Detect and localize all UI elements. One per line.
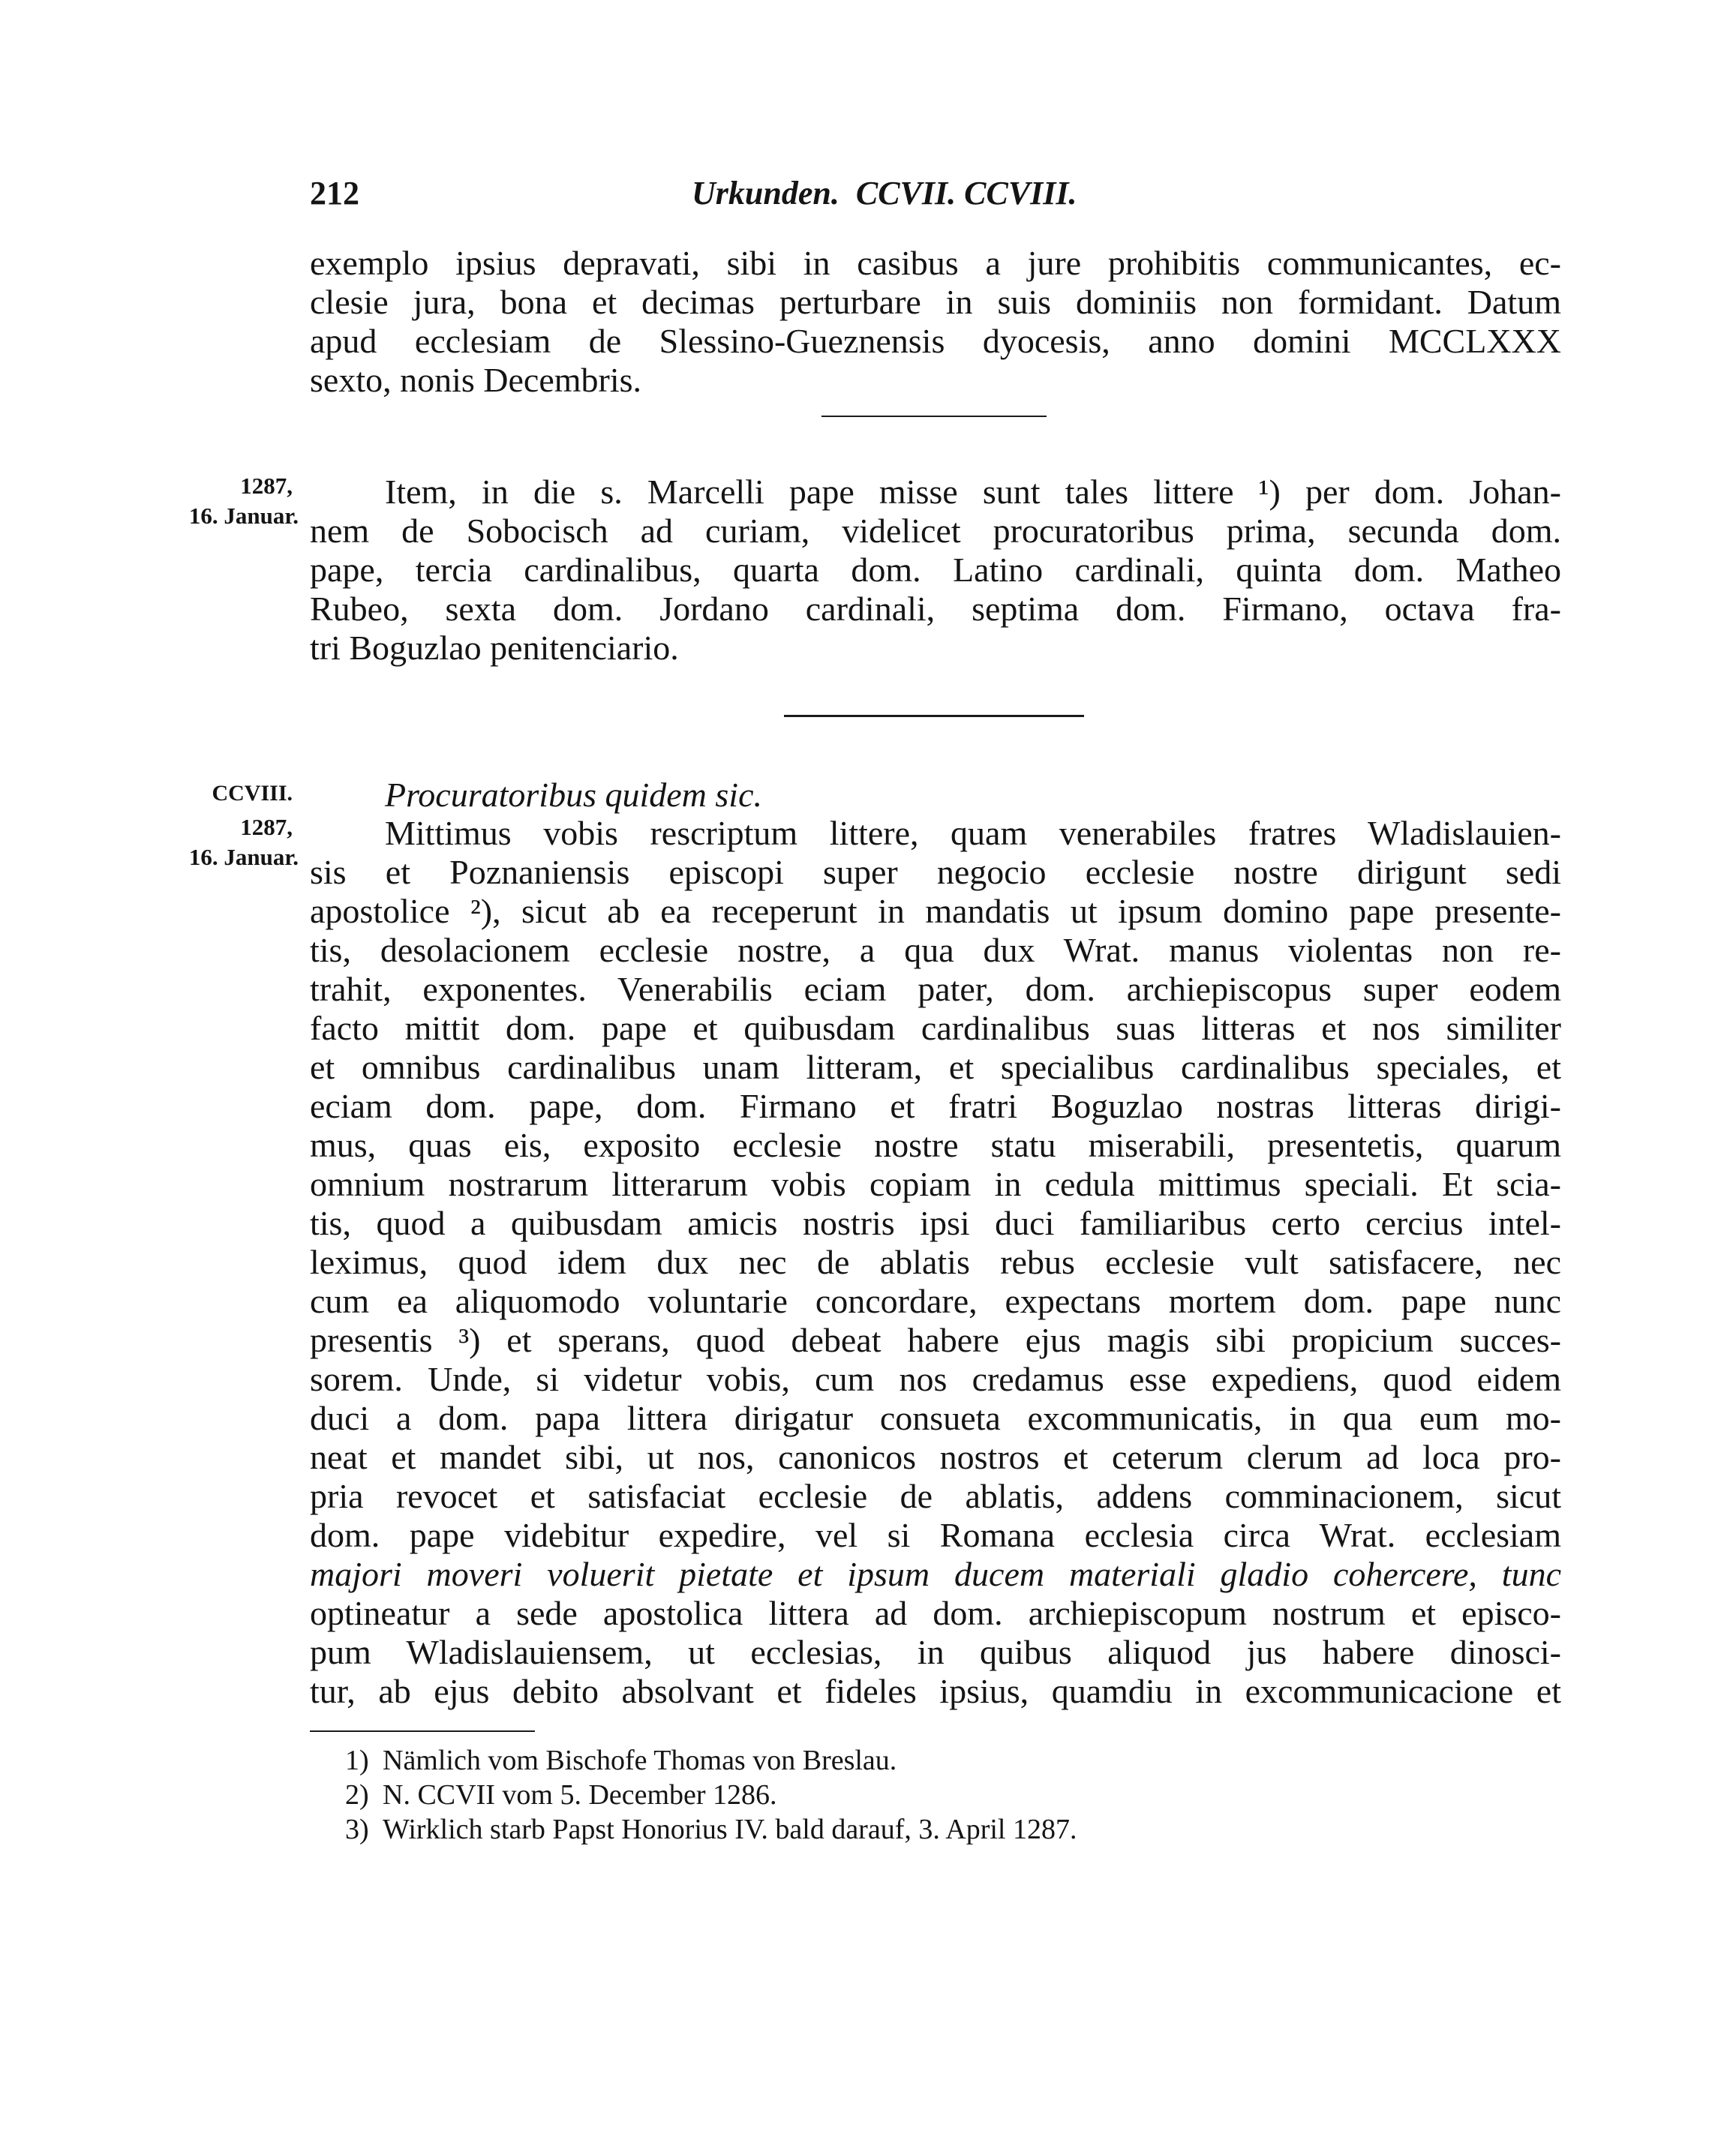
margin-date: 16. Januar. bbox=[188, 503, 299, 529]
text-line: tis, desolacionem ecclesie nostre, a qua dux Wrat. manus violentas non re- bbox=[310, 931, 1561, 969]
footnote bbox=[345, 1813, 1077, 1846]
footnote-text: Wirklich starb Papst Honorius IV. bald darauf, 3. April 1287. bbox=[383, 1814, 1077, 1845]
section-rule bbox=[784, 715, 1084, 717]
text-line: optineatur a sede apostolica littera ad dom. archiepiscopum nostrum et episco- bbox=[310, 1594, 1561, 1632]
text-line: sis et Poznaniensis episcopi super negocio ecclesie nostre dirigunt sedi bbox=[310, 853, 1561, 891]
footnote-text: N. CCVII vom 5. December 1286. bbox=[383, 1779, 777, 1811]
text-line: cum ea aliquomodo voluntarie concordare, expectans mortem dom. pape nunc bbox=[310, 1282, 1561, 1320]
text-line: Item, in die s. Marcelli pape misse sunt tales littere ¹) per dom. Johan- bbox=[385, 473, 1561, 511]
margin-year: 1287, bbox=[240, 473, 293, 499]
text-line: tur, ab ejus debito absolvant et fideles ipsius, quamdiu in excommunicacione et bbox=[310, 1672, 1561, 1710]
text-line: tis, quod a quibusdam amicis nostris ipsi duci familiaribus certo cercius intel- bbox=[310, 1204, 1561, 1242]
text-line: pape, tercia cardinalibus, quarta dom. Latino cardinali, quinta dom. Matheo bbox=[310, 551, 1561, 589]
document-number: CCVIII. bbox=[212, 781, 293, 806]
footnote-number: 1) bbox=[345, 1745, 369, 1776]
text-line: tri Boguzlao penitenciario. bbox=[310, 629, 679, 667]
text-line: apostolice ²), sicut ab ea receperunt in mandatis ut ipsum domino pape presente- bbox=[310, 892, 1561, 930]
text-line: dom. pape videbitur expedire, vel si Romana ecclesia circa Wrat. ecclesiam bbox=[310, 1516, 1561, 1554]
margin-year: 1287, bbox=[240, 814, 293, 840]
page-number: 212 bbox=[310, 175, 359, 212]
text-line: apud ecclesiam de Slessino-Gueznensis dyocesis, anno domini MCCLXXX bbox=[310, 322, 1561, 360]
footnote bbox=[345, 1744, 897, 1777]
document-heading: Procuratoribus quidem sic. bbox=[385, 776, 762, 814]
text-line: trahit, exponentes. Venerabilis eciam pater, dom. archiepiscopus super eodem bbox=[310, 970, 1561, 1008]
text-line: exemplo ipsius depravati, sibi in casibus a jure prohibitis communicantes, ec- bbox=[310, 244, 1561, 282]
text-line: mus, quas eis, exposito ecclesie nostre statu miserabili, presentetis, quarum bbox=[310, 1126, 1561, 1164]
text-line-italic: majori moveri voluerit pietate et ipsum ducem materiali gladio cohercere, tunc bbox=[310, 1555, 1561, 1593]
section-rule bbox=[821, 416, 1047, 417]
text-line: facto mittit dom. pape et quibusdam cardinalibus suas litteras et nos similiter bbox=[310, 1009, 1561, 1047]
text-line: duci a dom. papa littera dirigatur consueta excommunicatis, in qua eum mo- bbox=[310, 1399, 1561, 1437]
text-line: sorem. Unde, si videtur vobis, cum nos credamus esse expediens, quod eidem bbox=[310, 1360, 1561, 1398]
text-line: leximus, quod idem dux nec de ablatis rebus ecclesie vult satisfacere, nec bbox=[310, 1243, 1561, 1281]
text-line: et omnibus cardinalibus unam litteram, et specialibus cardinalibus speciales, et bbox=[310, 1048, 1561, 1086]
text-line: eciam dom. pape, dom. Firmano et fratri Boguzlao nostras litteras dirigi- bbox=[310, 1087, 1561, 1125]
text-line: pum Wladislauiensem, ut ecclesias, in quibus aliquod jus habere dinosci- bbox=[310, 1633, 1561, 1671]
text-line: Rubeo, sexta dom. Jordano cardinali, septima dom. Firmano, octava fra- bbox=[310, 590, 1561, 628]
footnote-text: Nämlich vom Bischofe Thomas von Breslau. bbox=[383, 1745, 897, 1776]
text-line: presentis ³) et sperans, quod debeat habere ejus magis sibi propicium succes- bbox=[310, 1321, 1561, 1359]
text-line: omnium nostrarum litterarum vobis copiam in cedula mittimus speciali. Et scia- bbox=[310, 1165, 1561, 1203]
footnote-rule bbox=[310, 1730, 535, 1732]
text-line: nem de Sobocisch ad curiam, videlicet procuratoribus prima, secunda dom. bbox=[310, 512, 1561, 550]
text-line: pria revocet et satisfaciat ecclesie de ablatis, addens comminacionem, sicut bbox=[310, 1477, 1561, 1515]
text-line: sexto, nonis Decembris. bbox=[310, 361, 642, 399]
margin-date: 16. Januar. bbox=[188, 844, 299, 870]
footnote-number: 2) bbox=[345, 1779, 369, 1811]
running-title: Urkunden. CCVII. CCVIII. bbox=[692, 175, 1077, 212]
text-line: Mittimus vobis rescriptum littere, quam venerabiles fratres Wladislauien- bbox=[385, 814, 1561, 852]
text-line: clesie jura, bona et decimas perturbare in suis dominiis non formidant. Datum bbox=[310, 283, 1561, 321]
footnote-number: 3) bbox=[345, 1814, 369, 1845]
footnote bbox=[345, 1778, 777, 1811]
text-line: neat et mandet sibi, ut nos, canonicos nostros et ceterum clerum ad loca pro- bbox=[310, 1438, 1561, 1476]
